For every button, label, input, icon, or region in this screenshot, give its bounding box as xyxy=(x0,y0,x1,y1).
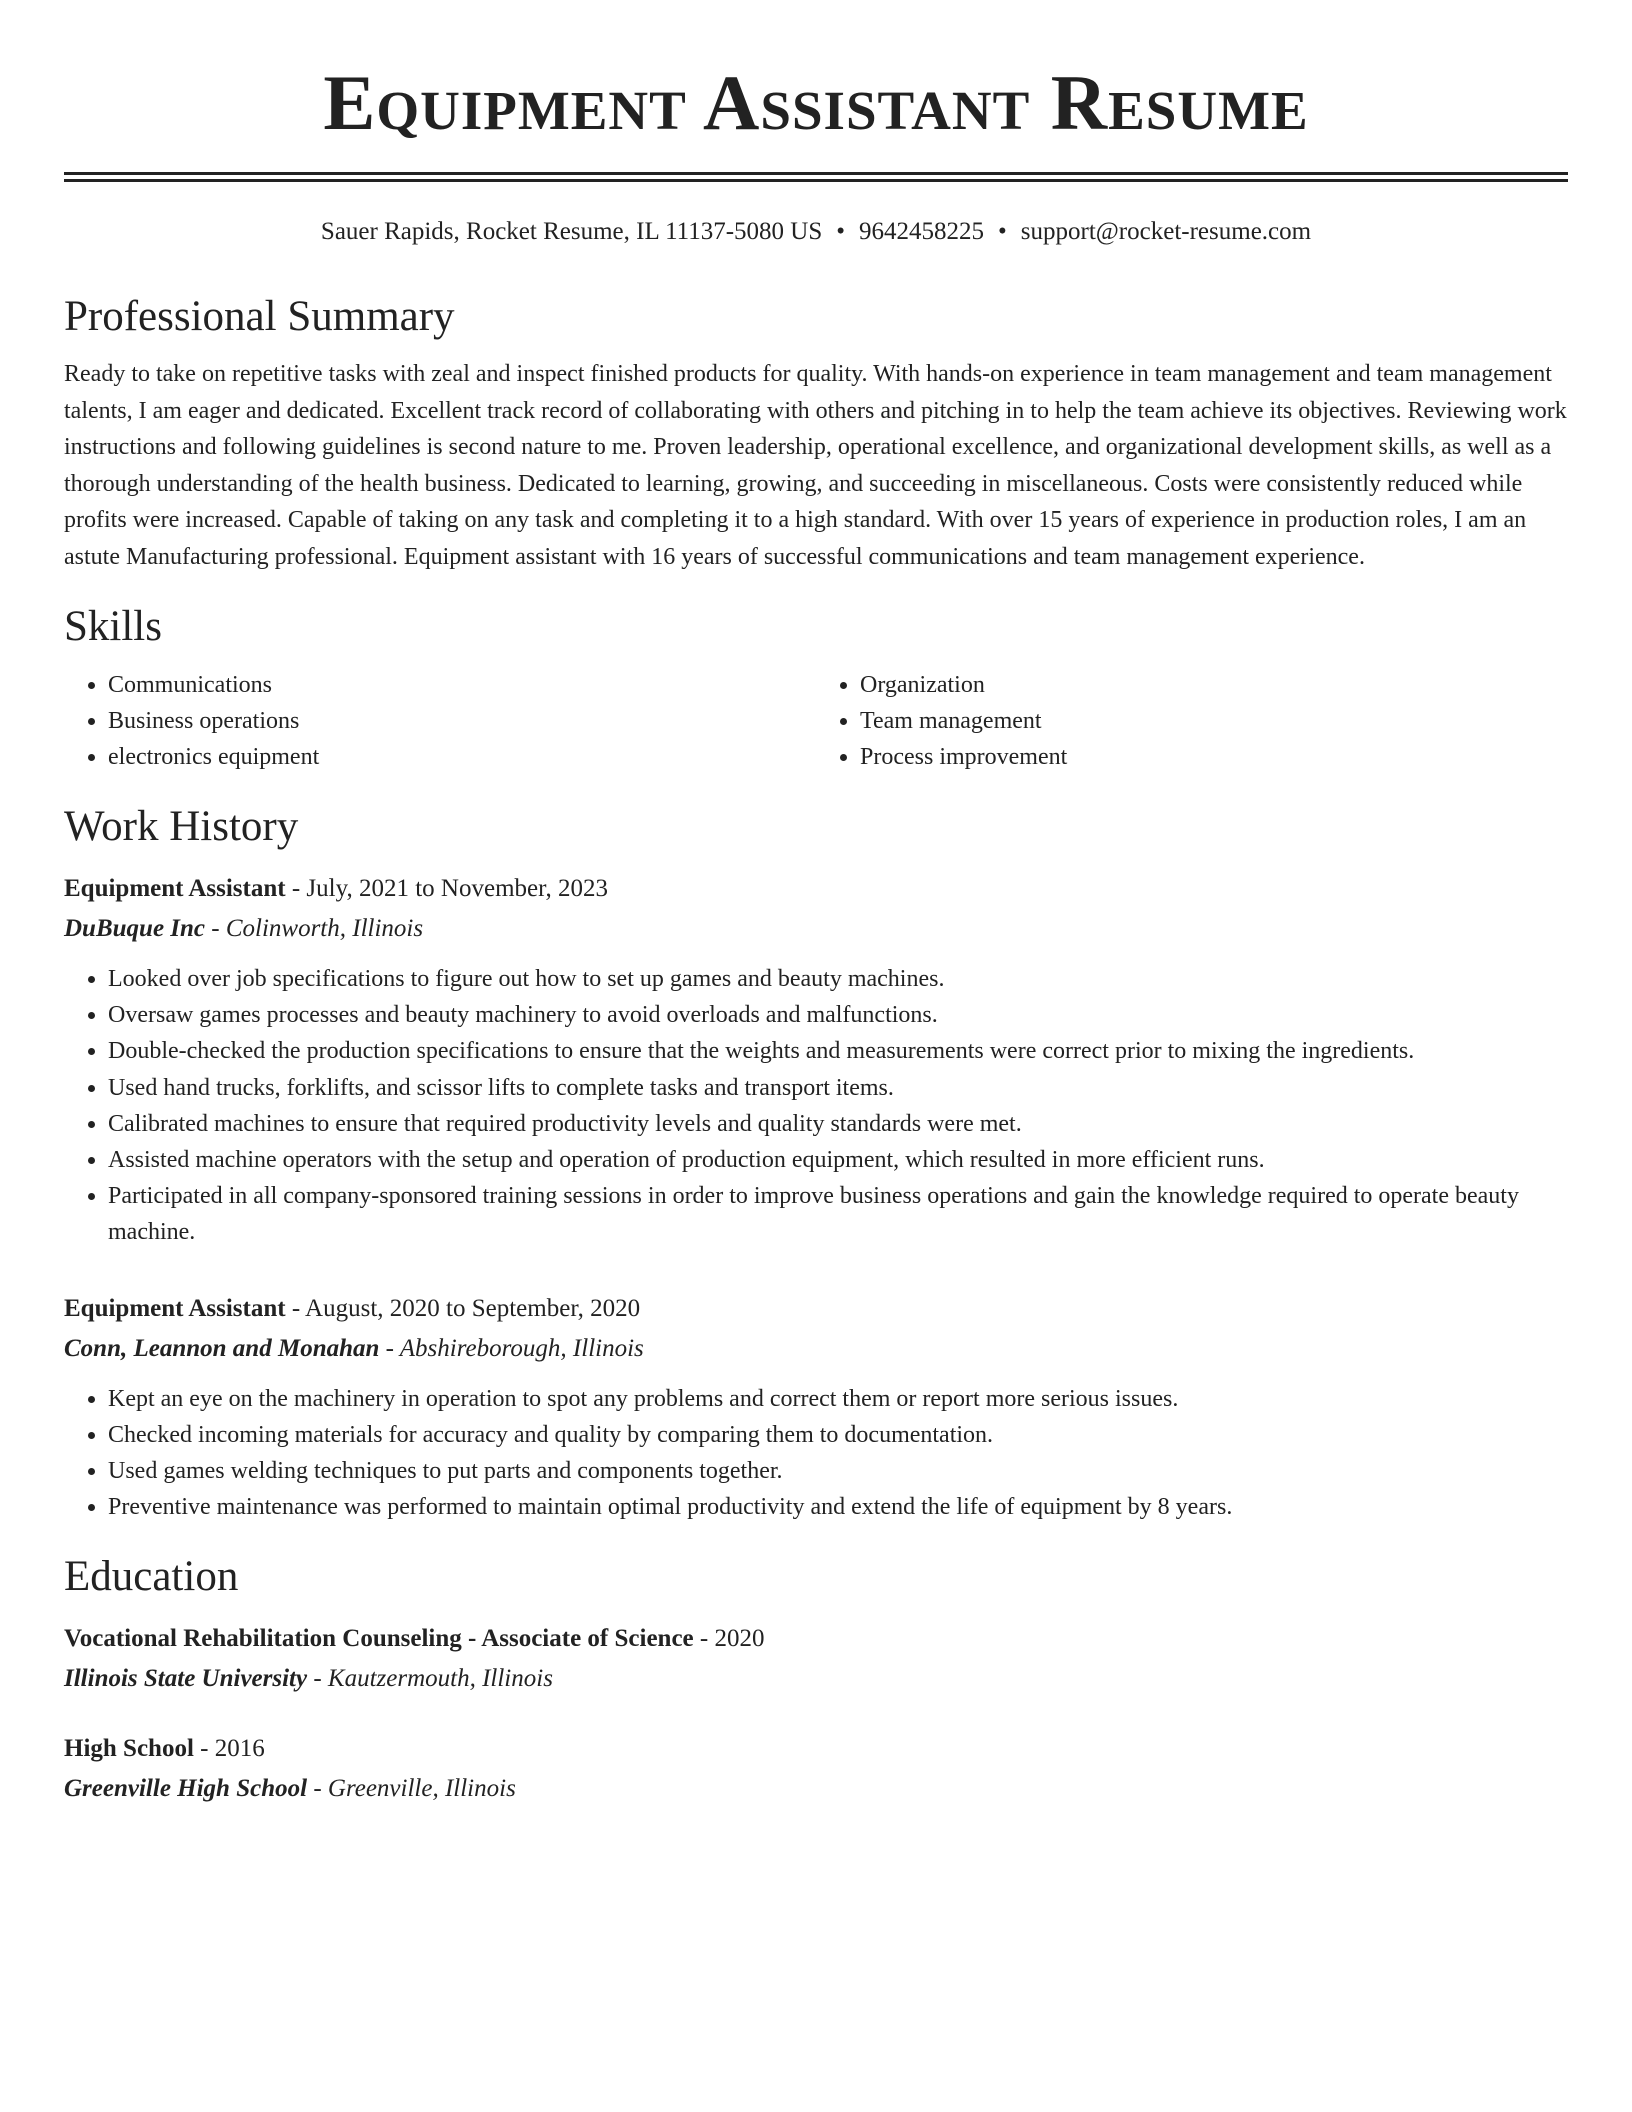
school-line xyxy=(64,1659,1568,1699)
job-bullets xyxy=(64,1381,1568,1526)
school-location: - Kautzermouth, Illinois xyxy=(307,1664,553,1692)
summary-section xyxy=(64,291,1568,576)
summary-heading: Professional Summary xyxy=(64,292,455,340)
job-bullet: • Used hand trucks, forklifts, and scissor lifts to complete tasks and transport items. xyxy=(108,1070,1568,1106)
job-title: Equipment Assistant xyxy=(64,874,286,902)
skill-item: • Business operations xyxy=(108,703,816,739)
job-dates: - August, 2020 to September, 2020 xyxy=(285,1294,641,1322)
contact-separator: • xyxy=(998,218,1007,245)
school-name: Illinois State University xyxy=(64,1664,308,1692)
skill-item: • Team management xyxy=(860,703,1568,739)
job-entry xyxy=(64,1289,1568,1526)
company-location: - Colinworth, Illinois xyxy=(205,914,424,942)
company-line xyxy=(64,909,1568,949)
school-location: - Greenville, Illinois xyxy=(307,1774,516,1802)
job-bullet: • Participated in all company-sponsored training sessions in order to improve business operations and gain the knowledge required to operate beauty machine. xyxy=(108,1178,1568,1250)
contact-separator: • xyxy=(836,218,846,245)
work-history-section xyxy=(64,801,1568,1525)
job-bullet: • Looked over job specifications to figure out how to set up games and beauty machines. xyxy=(108,961,1568,997)
skill-item: • Communications xyxy=(108,667,816,703)
education-heading: Education xyxy=(64,1553,239,1601)
job-bullet: • Oversaw games processes and beauty machinery to avoid overloads and malfunctions. xyxy=(108,997,1568,1033)
skills-left-column xyxy=(64,667,816,776)
company-line xyxy=(64,1329,1568,1369)
job-title-line xyxy=(64,869,1568,909)
school-line xyxy=(64,1769,1568,1809)
degree-line xyxy=(64,1619,1568,1659)
work-history-heading: Work History xyxy=(64,803,299,851)
skills-heading: Skills xyxy=(64,603,162,651)
school-name: Greenville High School xyxy=(64,1774,308,1802)
job-bullet: • Used games welding techniques to put parts and components together. xyxy=(108,1453,1568,1489)
company-name: Conn, Leannon and Monahan xyxy=(64,1334,380,1362)
degree-year: - 2016 xyxy=(193,1734,265,1762)
contact-address: Sauer Rapids, Rocket Resume, IL 11137-5080 US xyxy=(320,218,823,245)
skills-grid xyxy=(64,667,1568,776)
skill-item: • Organization xyxy=(860,667,1568,703)
job-bullet: • Checked incoming materials for accuracy and quality by comparing them to documentation. xyxy=(108,1417,1568,1453)
education-section xyxy=(64,1551,1568,1809)
education-entry xyxy=(64,1619,1568,1699)
degree-name: High School xyxy=(64,1734,194,1762)
job-title: Equipment Assistant xyxy=(64,1294,286,1322)
job-dates: - July, 2021 to November, 2023 xyxy=(285,874,608,902)
degree-year: - 2020 xyxy=(693,1624,765,1652)
job-bullet: • Calibrated machines to ensure that required productivity levels and quality standards were met. xyxy=(108,1106,1568,1142)
skills-right-column xyxy=(816,667,1568,776)
skills-section xyxy=(64,601,1568,775)
degree-name: Vocational Rehabilitation Counseling - Associate of Science xyxy=(64,1624,694,1652)
contact-phone: 9642458225 xyxy=(859,218,985,245)
contact-line xyxy=(64,216,1568,249)
job-title-line xyxy=(64,1289,1568,1329)
title-double-rule xyxy=(64,172,1568,182)
skill-item: • Process improvement xyxy=(860,739,1568,775)
summary-text: Ready to take on repetitive tasks with zeal and inspect finished products for quality. With hands-on experience in team management and team management talents, I am eager and dedicated. Excellent track record of collaborating with others and pitching in to help the team achieve its objectives. Reviewing work instructions and following guidelines is second nature to me. Proven leadership, operational excellence, and organizational development skills, as well as a thorough understanding of the health business. Dedicated to learning, growing, and succeeding in miscellaneous. Costs were consistently reduced while profits were increased. Capable of taking on any task and completing it to a high standard. With over 15 years of experience in production roles, I am an astute Manufacturing professional. Equipment assistant with 16 years of successful communications and team management experience. xyxy=(64,361,1567,570)
job-bullet: • Kept an eye on the machinery in operation to spot any problems and correct them or report more serious issues. xyxy=(108,1381,1568,1417)
education-entry xyxy=(64,1729,1568,1809)
degree-line xyxy=(64,1729,1568,1769)
job-bullet: • Preventive maintenance was performed to maintain optimal productivity and extend the life of equipment by 8 years. xyxy=(108,1489,1568,1525)
company-name: DuBuque Inc xyxy=(64,914,206,942)
resume-title: Equipment Assistant Resume xyxy=(323,59,1309,146)
job-bullet: • Assisted machine operators with the setup and operation of production equipment, which resulted in more efficient runs. xyxy=(108,1142,1568,1178)
contact-email: support@rocket-resume.com xyxy=(1020,218,1312,245)
job-bullets xyxy=(64,961,1568,1251)
company-location: - Abshireborough, Illinois xyxy=(379,1334,644,1362)
job-entry xyxy=(64,869,1568,1251)
skill-item: • electronics equipment xyxy=(108,739,816,775)
job-bullet: • Double-checked the production specifications to ensure that the weights and measurements were correct prior to mixing the ingredients. xyxy=(108,1033,1568,1069)
